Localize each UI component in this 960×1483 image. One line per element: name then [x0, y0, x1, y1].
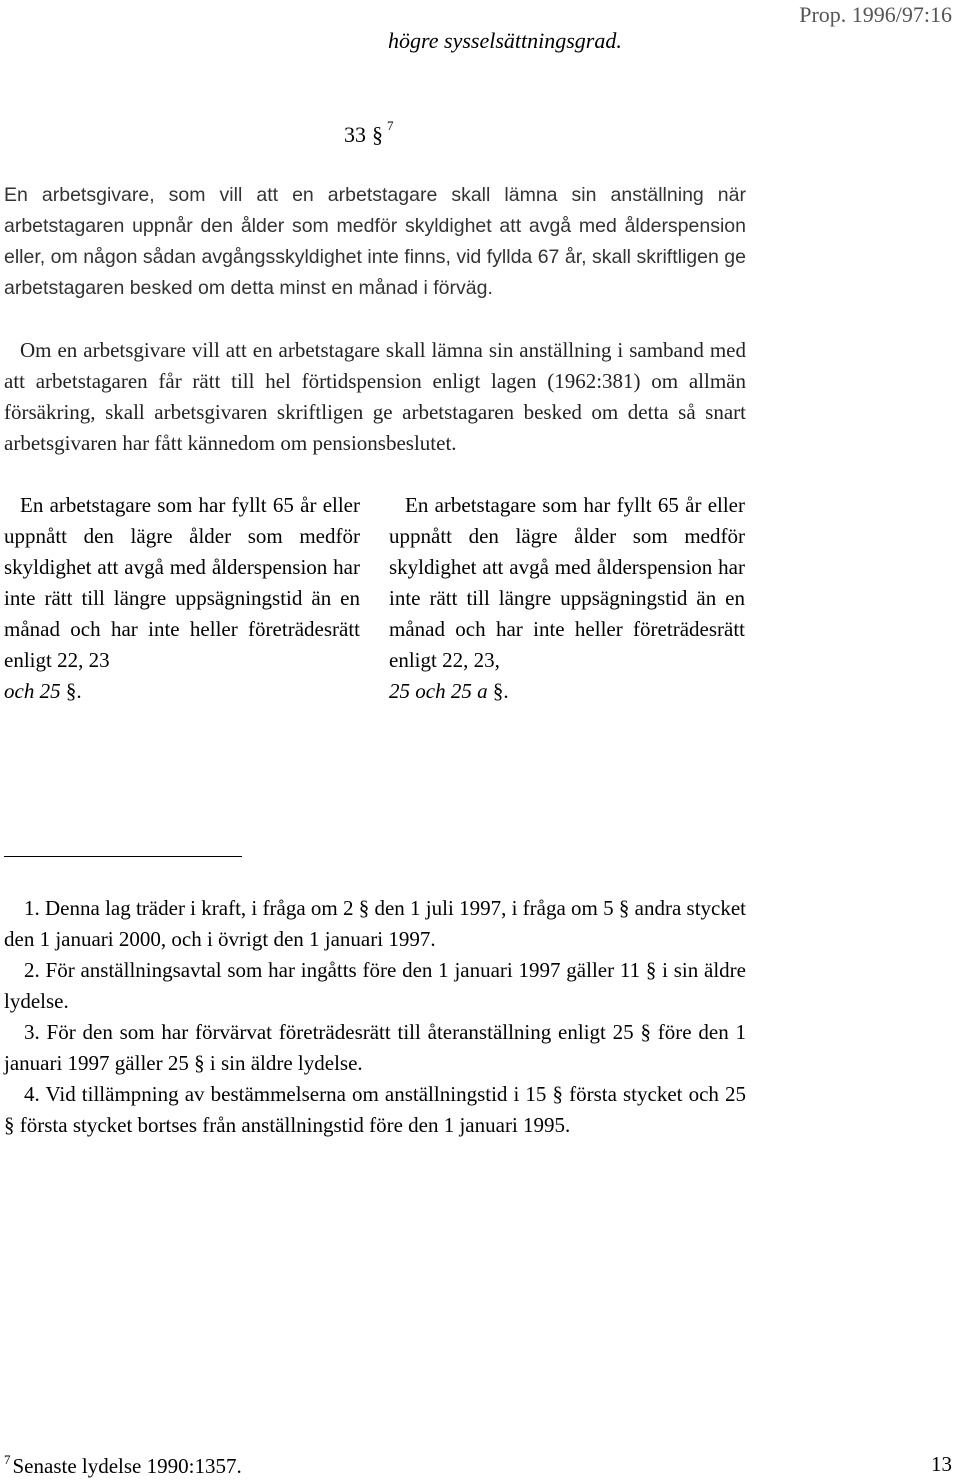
proposed-wording-tail: §.: [487, 679, 509, 703]
proposition-reference: Prop. 1996/97:16: [799, 2, 952, 27]
section-symbol: §: [372, 122, 383, 147]
footnote: [4, 1452, 242, 1479]
current-wording-italic: och 25: [4, 679, 61, 703]
current-wording-column: [4, 490, 360, 707]
proposed-wording-column: [389, 490, 745, 707]
transitional-provision-4: 4. Vid tillämpning av bestämmelserna om anställningstid i 15 § första stycket och 25 § första stycket bortses från anställningstid före den 1 januari 1995.: [4, 1082, 746, 1137]
body-paragraph-2: Om en arbetsgivare vill att en arbetstagare skall lämna sin anställning i samband med att arbetstagaren får rätt till hel förtidspension enligt lagen (1962:381) om allmän försäkring, skall arbetsgivaren skriftligen ge arbetstagaren besked om detta så snart arbetsgivaren har fått kännedom om pensionsbeslutet.: [4, 338, 746, 455]
transitional-provision-1: 1. Denna lag träder i kraft, i fråga om 2 § den 1 juli 1997, i fråga om 5 § andra stycket den 1 januari 2000, och i övrigt den 1 januari 1997.: [4, 896, 746, 951]
section-heading: [344, 118, 394, 148]
proposed-wording-text: En arbetstagare som har fyllt 65 år eller uppnått den lägre ålder som medför skyldighet att avgå med ålderspension har inte rätt till längre uppsägningstid än en månad och har inte heller företrädesrätt enligt 22, 23,: [389, 493, 745, 672]
transitional-provision-2: 2. För anställningsavtal som har ingåtts före den 1 januari 1997 gäller 11 § i sin äldre lydelse.: [4, 958, 746, 1013]
footnote-text: Senaste lydelse 1990:1357.: [12, 1454, 242, 1478]
footnote-reference: 7: [387, 118, 394, 133]
current-wording-tail: §.: [60, 679, 82, 703]
running-head: högre sysselsättningsgrad.: [388, 28, 622, 53]
footnote-number: 7: [4, 1452, 11, 1467]
separator-rule: [4, 856, 242, 857]
current-wording-text: En arbetstagare som har fyllt 65 år eller uppnått den lägre ålder som medför skyldighet att avgå med ålderspension har inte rätt till längre uppsägningstid än en månad och har inte heller företrädesrätt enligt 22, 23: [4, 493, 360, 672]
proposed-wording-italic: 25 och 25 a: [389, 679, 488, 703]
body-paragraph-1: En arbetsgivare, som vill att en arbetstagare skall lämna sin anställning när arbetstagaren uppnår den ålder som medför skyldighet att avgå med ålderspension eller, om någon sådan avgångsskyldighet inte finns, vid fyllda 67 år, skall skriftligen ge arbetstagaren besked om detta minst en månad i förväg.: [4, 184, 746, 299]
section-number: 33: [344, 122, 366, 147]
page-number: 13: [931, 1452, 952, 1476]
transitional-provision-3: 3. För den som har förvärvat företrädesrätt till återanställning enligt 25 § före den 1 januari 1997 gäller 25 § i sin äldre lydelse.: [4, 1020, 746, 1075]
